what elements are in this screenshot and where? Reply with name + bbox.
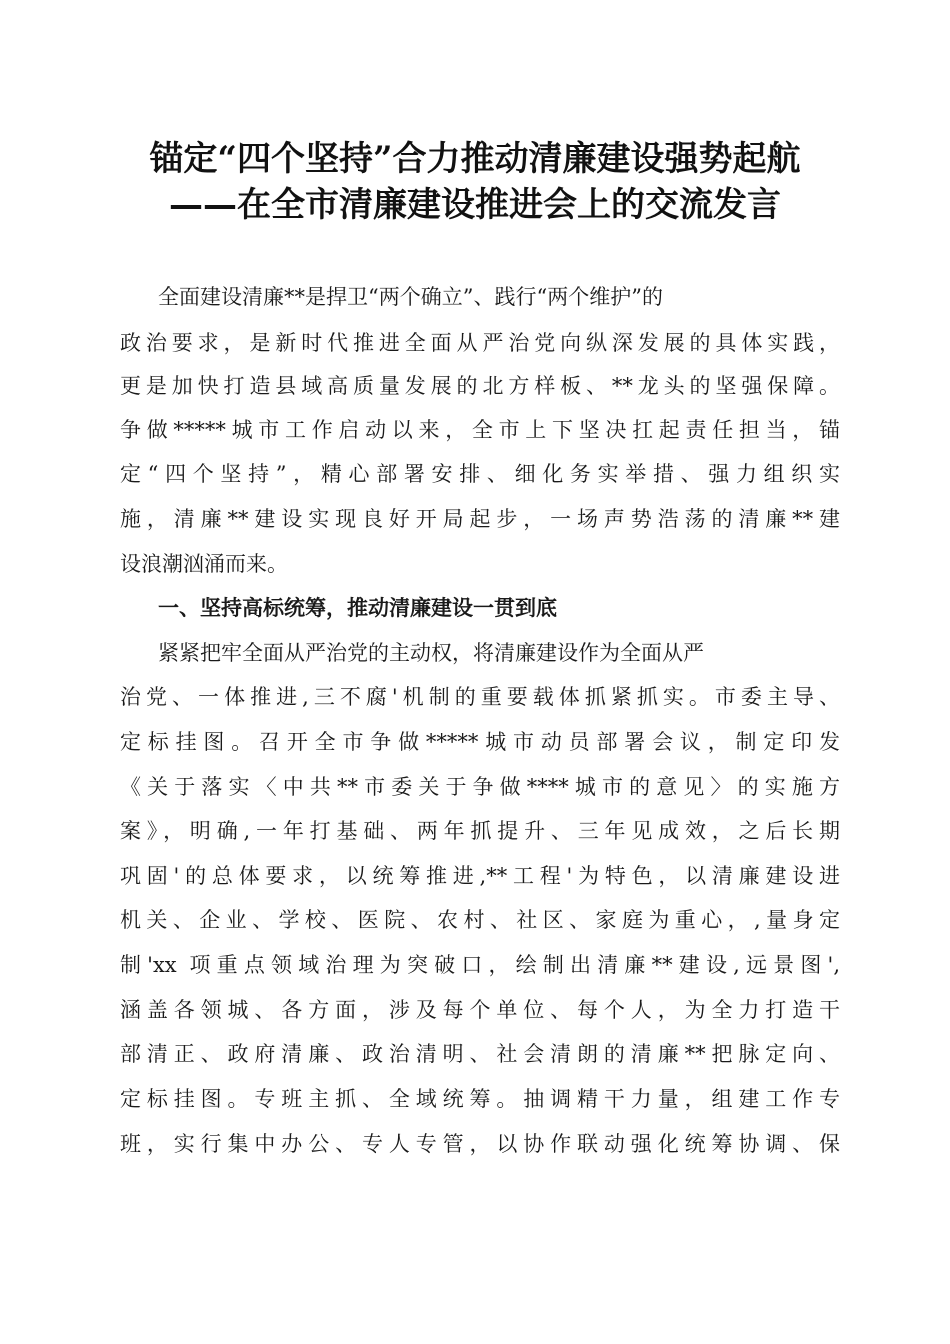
body-line: 紧紧把牢全面从严治党的主动权，将清廉建设作为全面从严 bbox=[158, 641, 704, 665]
body-line: 定标挂图。召开全市争做*****城市动员部署会议，制定印发 bbox=[120, 730, 840, 754]
body-line: 更是加快打造县域高质量发展的北方样板、**龙头的坚强保障。 bbox=[120, 374, 840, 398]
body-line: 全面建设清廉**是捍卫“两个确立”、践行“两个维护”的 bbox=[158, 285, 663, 309]
body-line: 部清正、政府清廉、政治清明、社会清朗的清廉**把脉定向、 bbox=[120, 1042, 840, 1066]
body-line: 定标挂图。专班主抓、全域统筹。抽调精干力量，组建工作专 bbox=[120, 1087, 840, 1111]
body-line: 班，实行集中办公、专人专管，以协作联动强化统筹协调、保 bbox=[120, 1132, 840, 1156]
document-subtitle: ——在全市清廉建设推进会上的交流发言 bbox=[169, 185, 781, 225]
body-line: 治党、一体推进,三不腐'机制的重要载体抓紧抓实。市委主导、 bbox=[120, 685, 840, 709]
body-line: 巩固'的总体要求，以统筹推进,**工程'为特色，以清廉建设进 bbox=[120, 864, 840, 888]
document-title: 锚定“四个坚持”合力推动清廉建设强势起航 bbox=[149, 139, 801, 179]
section-heading: 一、坚持高标统筹，推动清廉建设一贯到底 bbox=[158, 596, 557, 620]
body-line: 机关、企业、学校、医院、农村、社区、家庭为重心，,量身定 bbox=[120, 908, 840, 932]
body-line: 争做*****城市工作启动以来，全市上下坚决扛起责任担当，锚 bbox=[120, 418, 840, 442]
body-line: 政治要求，是新时代推进全面从严治党向纵深发展的具体实践， bbox=[120, 331, 840, 355]
body-line: 涵盖各领城、各方面，涉及每个单位、每个人，为全力打造干 bbox=[120, 998, 840, 1022]
body-line: 定“四个坚持”，精心部署安排、细化务实举措、强力组织实 bbox=[120, 462, 840, 486]
body-line: 制'xx 项重点领域治理为突破口，绘制出清廉**建设,远景图', bbox=[120, 953, 840, 977]
body-line: 《关于落实〈中共**市委关于争做****城市的意见〉的实施方 bbox=[120, 775, 840, 799]
body-line: 案》，明确,一年打基础、两年抓提升、三年见成效，之后长期 bbox=[120, 819, 840, 843]
body-line: 设浪潮汹涌而来。 bbox=[120, 552, 288, 576]
body-line: 施，清廉**建设实现良好开局起步，一场声势浩荡的清廉**建 bbox=[120, 507, 840, 531]
